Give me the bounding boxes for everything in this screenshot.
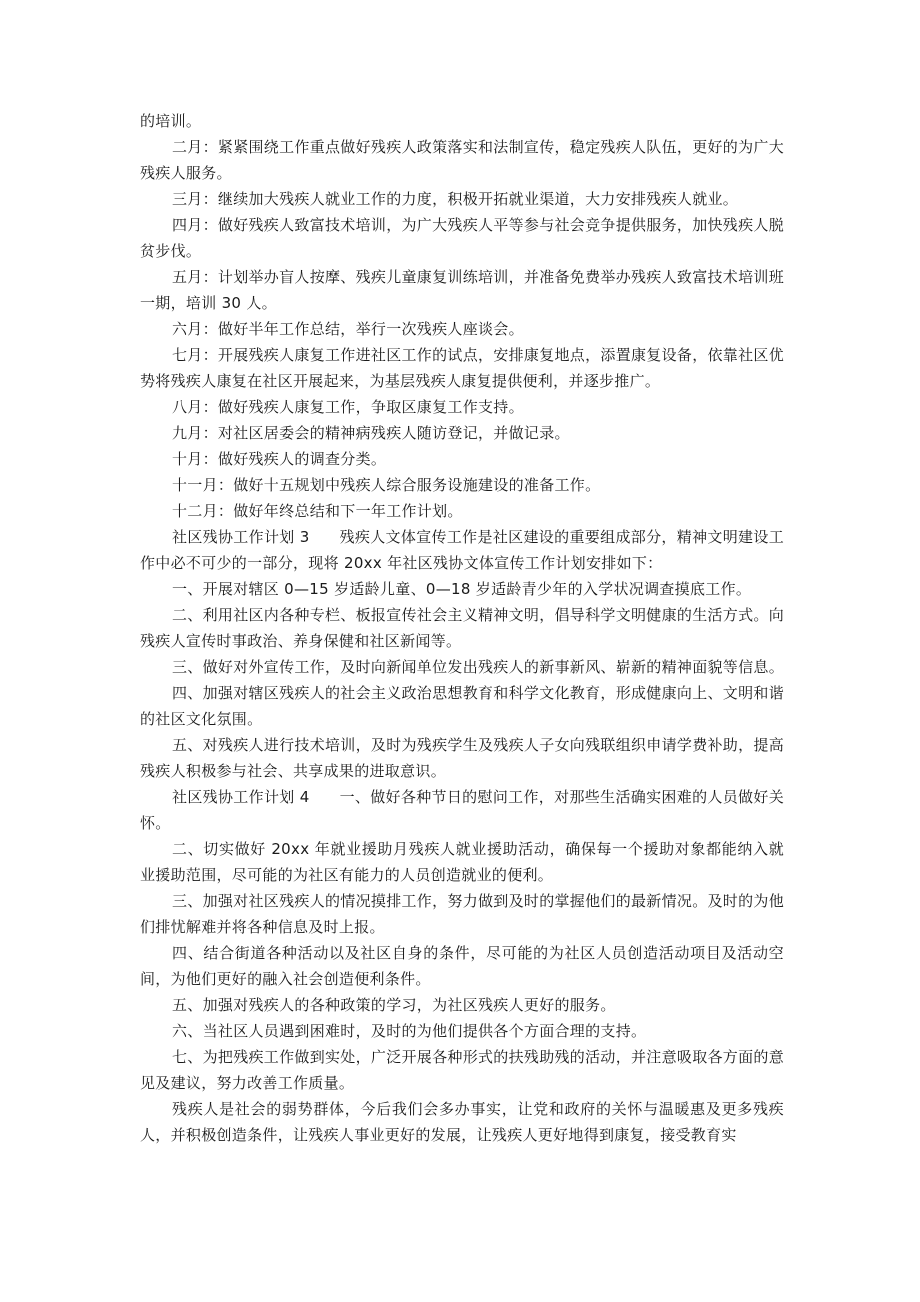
paragraph: 五月：计划举办盲人按摩、残疾儿童康复训练培训，并准备免费举办残疾人致富技术培训班一期，培训 30 人。: [140, 268, 785, 312]
paragraph: 残疾人是社会的弱势群体，今后我们会多办事实，让党和政府的关怀与温暖惠及更多残疾人，并积极创造条件，让残疾人事业更好的发展，让残疾人更好地得到康复，接受教育实: [140, 1100, 784, 1144]
paragraph: 六、当社区人员遇到困难时，及时的为他们提供各个方面合理的支持。: [172, 1022, 647, 1040]
paragraph: 十二月：做好年终总结和下一年工作计划。: [172, 502, 463, 520]
document-body: [140, 108, 784, 1148]
paragraph: 六月：做好半年工作总结，举行一次残疾人座谈会。: [172, 320, 524, 338]
paragraph: 的培训。: [140, 112, 202, 130]
paragraph: 五、加强对残疾人的各种政策的学习，为社区残疾人更好的服务。: [172, 996, 616, 1014]
paragraph: 八月：做好残疾人康复工作，争取区康复工作支持。: [172, 398, 524, 416]
paragraph: 七、为把残疾工作做到实处，广泛开展各种形式的扶残助残的活动，并注意吸取各方面的意见及建议，努力改善工作质量。: [140, 1048, 785, 1092]
section-text: 残疾人文体宣传工作是社区建设的重要组成部分，精神文明建设工作中必不可少的一部分，现将 20xx 年社区残协文体宣传工作计划安排如下：: [140, 528, 785, 572]
paragraph: 七月：开展残疾人康复工作进社区工作的试点，安排康复地点，添置康复设备，依靠社区优势将残疾人康复在社区开展起来，为基层残疾人康复提供便利，并逐步推广。: [140, 346, 785, 390]
paragraph: 九月：对社区居委会的精神病残疾人随访登记，并做记录。: [172, 424, 570, 442]
section-heading: 社区残协工作计划 4: [172, 788, 310, 806]
paragraph: 五、对残疾人进行技术培训，及时为残疾学生及残疾人子女向残联组织申请学费补助，提高残疾人积极参与社会、共享成果的进取意识。: [140, 736, 785, 780]
paragraph: 二月：紧紧围绕工作重点做好残疾人政策落实和法制宣传，稳定残疾人队伍，更好的为广大残疾人服务。: [140, 138, 785, 182]
paragraph: 三月：继续加大残疾人就业工作的力度，积极开拓就业渠道，大力安排残疾人就业。: [172, 190, 739, 208]
section-heading: 社区残协工作计划 3: [172, 528, 310, 546]
paragraph: 四月：做好残疾人致富技术培训，为广大残疾人平等参与社会竞争提供服务，加快残疾人脱贫步伐。: [140, 216, 785, 260]
paragraph: 三、加强对社区残疾人的情况摸排工作，努力做到及时的掌握他们的最新情况。及时的为他们排忧解难并将各种信息及时上报。: [140, 892, 785, 936]
section-text: 一、做好各种节日的慰问工作，对那些生活确实困难的人员做好关怀。: [140, 788, 785, 832]
paragraph: 四、加强对辖区残疾人的社会主义政治思想教育和科学文化教育，形成健康向上、文明和谐的社区文化氛围。: [140, 684, 785, 728]
section-paragraph: [140, 784, 784, 836]
paragraph: 二、利用社区内各种专栏、板报宣传社会主义精神文明，倡导科学文明健康的生活方式。向残疾人宣传时事政治、养身保健和社区新闻等。: [140, 606, 785, 650]
paragraph: 二、切实做好 20xx 年就业援助月残疾人就业援助活动，确保每一个援助对象都能纳入就业援助范围，尽可能的为社区有能力的人员创造就业的便利。: [140, 840, 784, 884]
section-paragraph: [140, 524, 784, 576]
paragraph: 十月：做好残疾人的调查分类。: [172, 450, 387, 468]
paragraph: 四、结合街道各种活动以及社区自身的条件，尽可能的为社区人员创造活动项目及活动空间，为他们更好的融入社会创造便利条件。: [140, 944, 784, 988]
paragraph: 三、做好对外宣传工作，及时向新闻单位发出残疾人的新事新风、崭新的精神面貌等信息。: [172, 658, 785, 676]
paragraph: 十一月：做好十五规划中残疾人综合服务设施建设的准备工作。: [172, 476, 601, 494]
paragraph: 一、开展对辖区 0—15 岁适龄儿童、0—18 岁适龄青少年的入学状况调查摸底工作。: [172, 580, 752, 598]
